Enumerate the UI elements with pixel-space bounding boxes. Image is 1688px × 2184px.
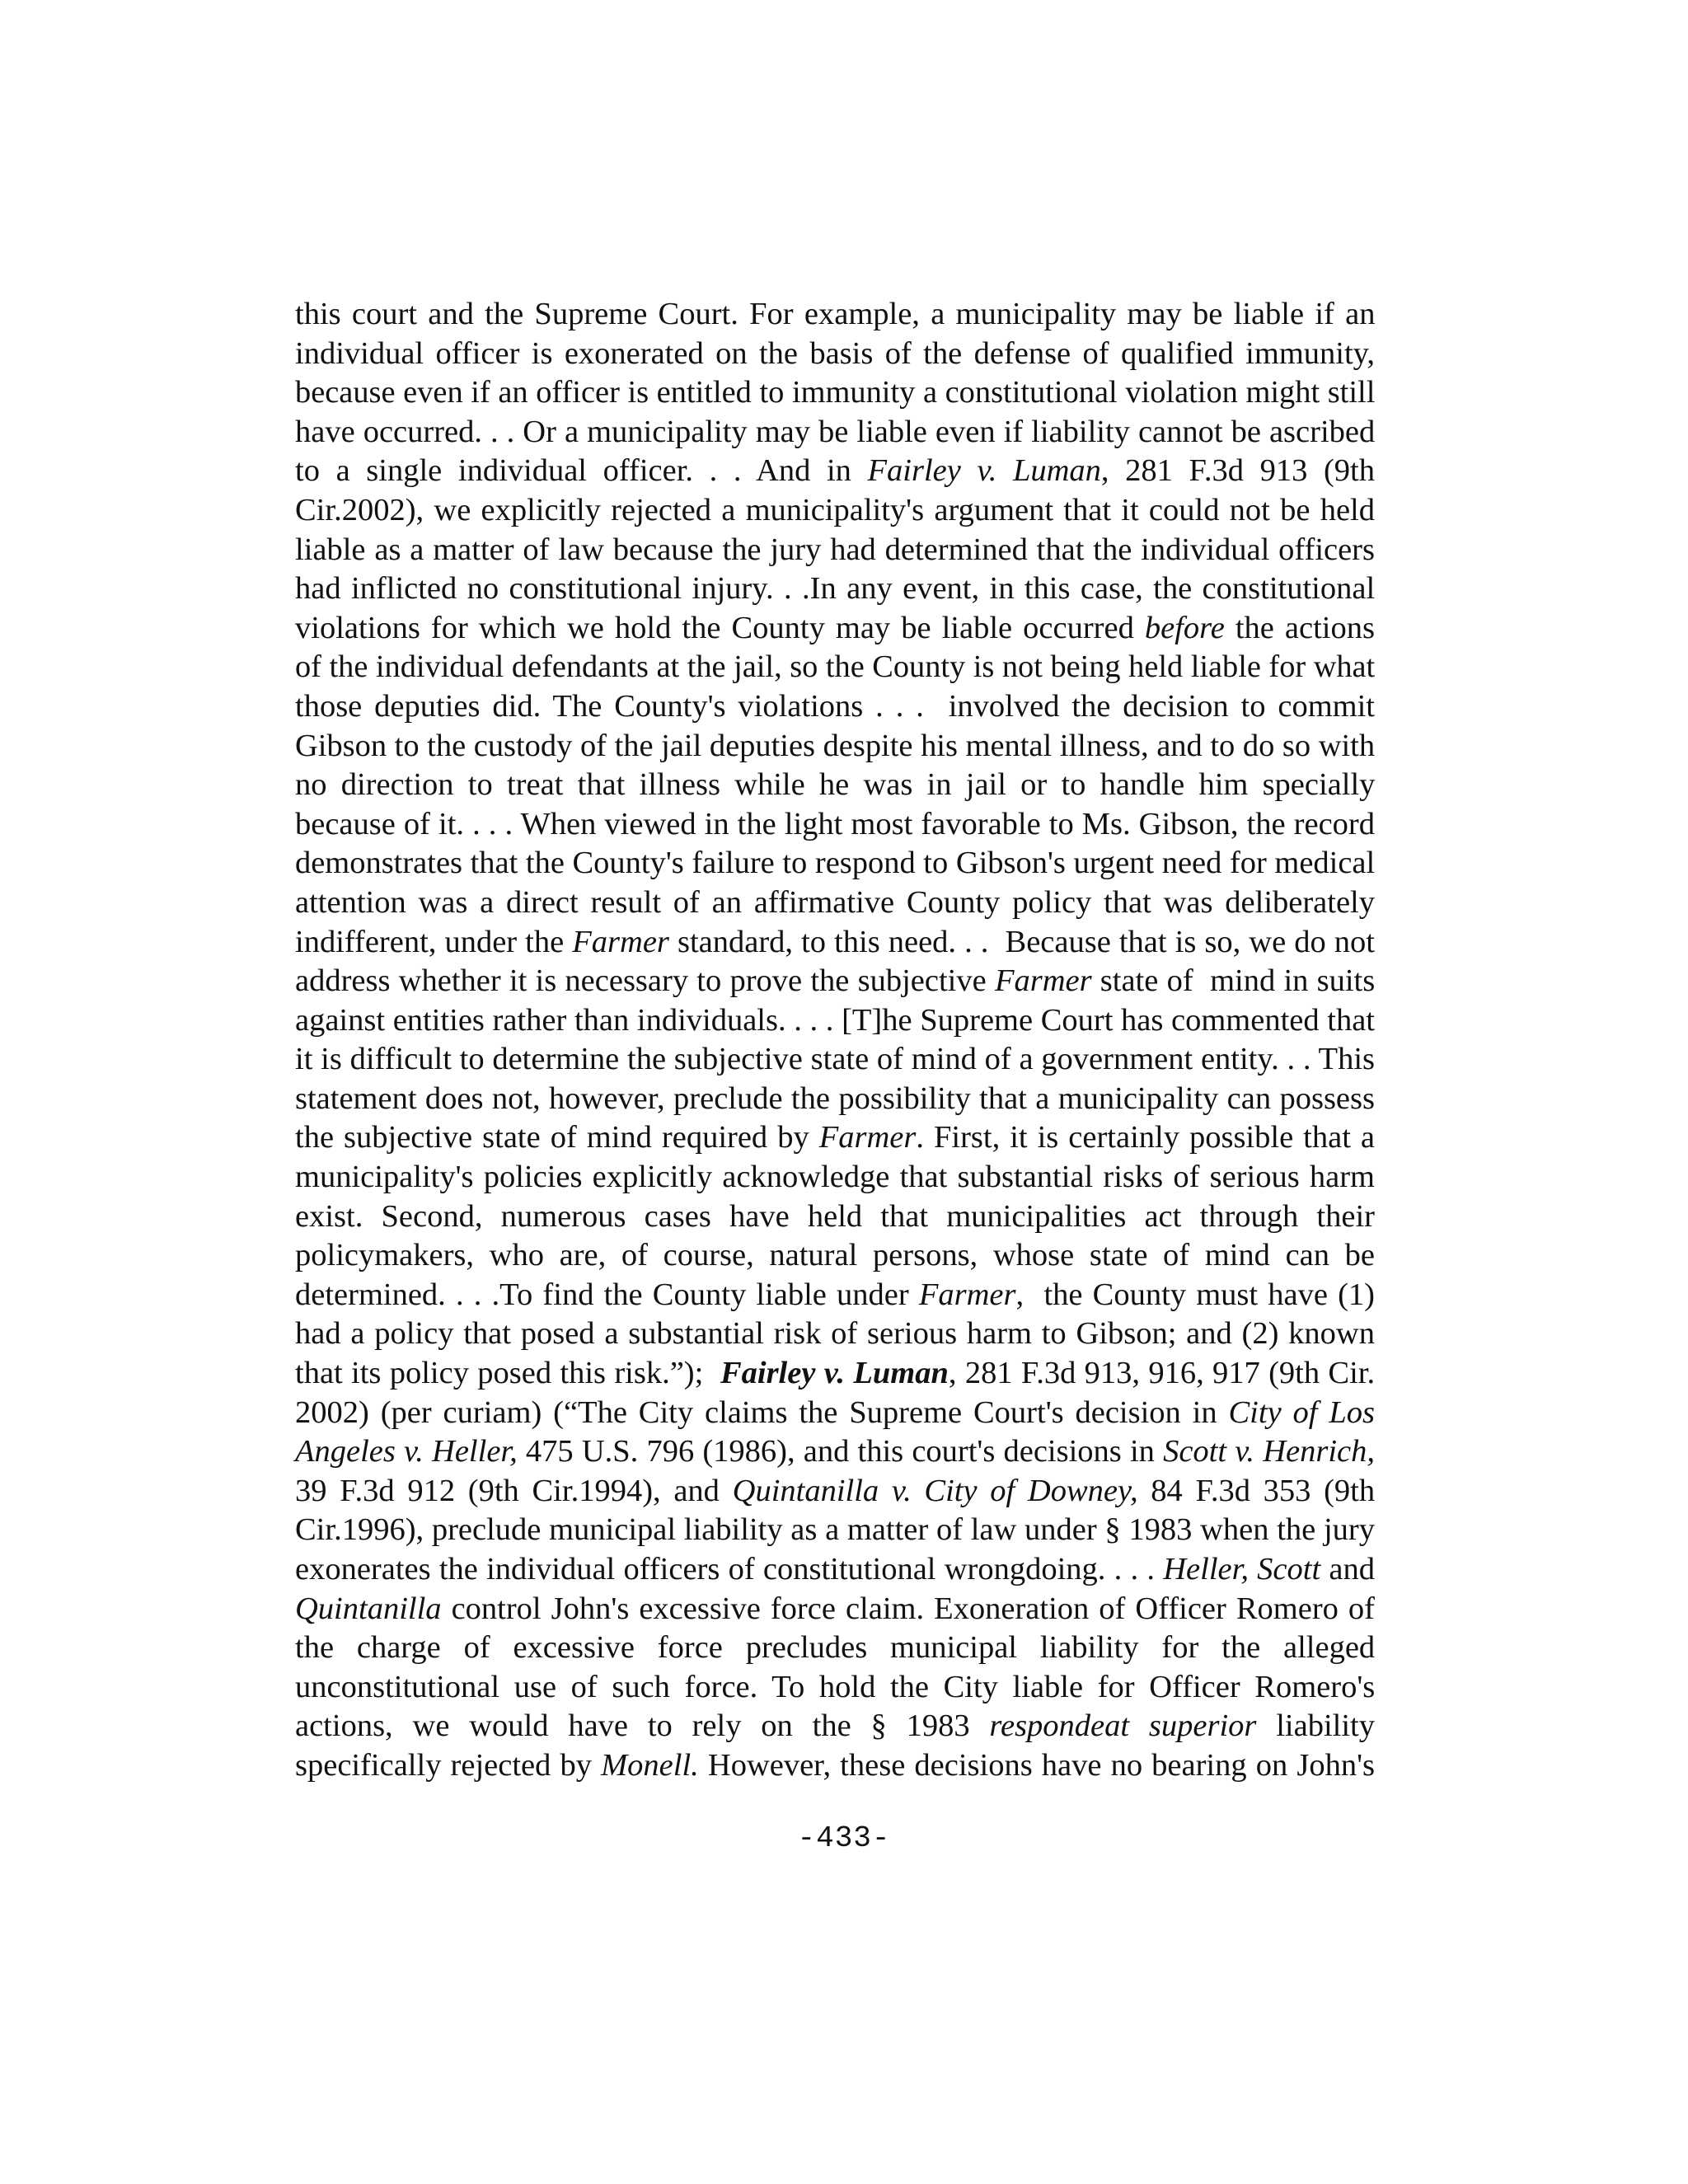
text-line <box>295 1472 1375 1511</box>
text-run: address whether it is necessary to prove the subjective <box>295 963 995 999</box>
text-run: liability <box>1256 1708 1376 1744</box>
text-run: control John's excessive force claim. Exoneration of Officer Romero of <box>441 1591 1376 1626</box>
text-line <box>295 1590 1375 1629</box>
text-line <box>295 1040 1375 1080</box>
page-number: -433- <box>797 1821 891 1855</box>
text-run: However, these decisions have no bearing on John's <box>698 1747 1375 1783</box>
text-run: those deputies did. The County's violations . . . involved the decision to commit <box>295 688 1375 724</box>
italic-citation: Scott v. Henrich, <box>1163 1434 1376 1469</box>
italic-citation: Fairley v. Luman <box>867 453 1101 489</box>
text-run: policymakers, who are, of course, natural persons, whose state of mind can be <box>295 1238 1375 1273</box>
text-run: the actions <box>1224 610 1375 645</box>
text-run: attention was a direct result of an affirmative County policy that was deliberately <box>295 884 1375 920</box>
text-run: Cir.1996), preclude municipal liability as a matter of law under § 1983 when the jury <box>295 1512 1375 1548</box>
italic-citation: before <box>1144 610 1225 645</box>
text-line <box>295 335 1375 374</box>
text-run: the charge of excessive force precludes municipal liability for the alleged <box>295 1630 1376 1666</box>
text-line <box>295 1080 1375 1119</box>
text-line <box>295 1354 1375 1394</box>
text-run: because of it. . . . When viewed in the light most favorable to Ms. Gibson, the record <box>295 806 1375 841</box>
text-line <box>295 1432 1375 1472</box>
text-run: individual officer is exonerated on the basis of the defense of qualified immunity, <box>295 335 1376 371</box>
text-line <box>295 962 1375 1001</box>
text-run: against entities rather than individuals. . . . [T]he Supreme Court has commented that <box>295 1002 1375 1038</box>
text-line <box>295 766 1375 805</box>
italic-citation: Quintanilla v. City of Downey, <box>732 1473 1138 1508</box>
text-line <box>295 1511 1375 1550</box>
text-line <box>295 805 1375 845</box>
italic-citation: Farmer <box>994 963 1092 999</box>
text-line <box>295 1550 1375 1590</box>
text-line <box>295 1746 1375 1786</box>
text-line <box>295 452 1375 491</box>
text-line <box>295 1315 1375 1354</box>
body-text <box>295 295 1375 1786</box>
italic-citation: respondeat superior <box>989 1708 1257 1744</box>
text-line <box>295 648 1376 687</box>
italic-citation: Farmer <box>572 924 669 959</box>
text-run: because even if an officer is entitled to immunity a constitutional violation might still <box>295 375 1376 410</box>
text-line <box>295 923 1375 963</box>
text-run: exist. Second, numerous cases have held that municipalities act through their <box>295 1198 1375 1234</box>
text-run: , the County must have (1) <box>1015 1277 1375 1312</box>
text-run: of the individual defendants at the jail, so the County is not being held liable for what <box>295 649 1376 685</box>
text-line <box>295 844 1374 883</box>
text-run: had inflicted no constitutional injury. . .In any event, in this case, the constitutional <box>295 571 1376 607</box>
italic-citation: Heller, Scott <box>1163 1552 1321 1586</box>
text-run: 475 U.S. 796 (1986), and this court's decisions in <box>517 1434 1164 1469</box>
text-run: 39 F.3d 912 (9th Cir.1994), and <box>295 1473 733 1508</box>
text-run: exonerates the individual officers of constitutional wrongdoing. . . . <box>295 1552 1164 1586</box>
text-line <box>295 569 1375 609</box>
italic-citation: Farmer <box>918 1277 1016 1312</box>
text-line <box>295 373 1376 413</box>
text-line <box>295 609 1375 649</box>
text-run: actions, we would have to rely on the § 1983 <box>295 1708 990 1744</box>
text-run: indifferent, under the <box>295 924 573 959</box>
text-run: had a policy that posed a substantial risk of serious harm to Gibson; and (2) known <box>295 1316 1375 1352</box>
text-line <box>295 687 1375 727</box>
italic-citation: Farmer <box>818 1120 917 1155</box>
text-run: it is difficult to determine the subjective state of mind of a government entity. . . This <box>295 1042 1376 1077</box>
italic-citation: Monell. <box>601 1747 699 1783</box>
text-line <box>295 1629 1375 1668</box>
text-run: municipality's policies explicitly acknowledge that substantial risks of serious harm <box>295 1160 1375 1195</box>
text-run: to a single individual officer. . . And in <box>295 453 868 489</box>
text-line <box>295 1158 1375 1197</box>
text-run: and <box>1320 1552 1375 1586</box>
italic-citation: Angeles v. Heller, <box>295 1434 518 1469</box>
text-line <box>295 883 1375 923</box>
text-run: Cir.2002), we explicitly rejected a municipality's argument that it could not be held <box>295 492 1375 527</box>
text-line <box>295 727 1376 766</box>
text-line <box>295 1197 1375 1237</box>
text-run: no direction to treat that illness while he was in jail or to handle him specially <box>295 767 1376 803</box>
text-line <box>295 1668 1375 1708</box>
text-run: 2002) (per curiam) (“The City claims the Supreme Court's decision in <box>295 1394 1229 1430</box>
text-run: , 281 F.3d 913, 916, 917 (9th Cir. <box>948 1356 1376 1391</box>
text-run: liable as a matter of law because the jury had determined that the individual officers <box>295 532 1375 567</box>
text-run: violations for which we hold the County may be liable occurred <box>295 610 1145 645</box>
text-run: . First, it is certainly possible that a <box>916 1120 1375 1155</box>
text-line <box>295 491 1375 531</box>
text-run: , 281 F.3d 913 (9th <box>1100 453 1376 489</box>
text-line <box>295 1276 1375 1315</box>
text-run: unconstitutional use of such force. To hold the City liable for Officer Romero's <box>295 1669 1376 1704</box>
text-run: Gibson to the custody of the jail deputies despite his mental illness, and to do so with <box>295 728 1376 763</box>
bold-case-name: Fairley v. Luman <box>720 1356 949 1391</box>
text-line <box>295 295 1375 335</box>
text-run: statement does not, however, preclude the possibility that a municipality can possess <box>295 1080 1375 1116</box>
text-run: demonstrates that the County's failure to respond to Gibson's urgent need for medical <box>295 846 1376 881</box>
italic-citation: City of Los <box>1228 1394 1376 1430</box>
text-line <box>295 1707 1375 1746</box>
text-line <box>295 1118 1375 1158</box>
italic-citation: Quintanilla <box>295 1591 442 1626</box>
text-run: state of mind in suits <box>1091 963 1376 999</box>
text-line <box>295 413 1375 452</box>
text-line <box>295 1394 1375 1433</box>
text-run: the subjective state of mind required by <box>295 1120 819 1155</box>
text-run: have occurred. . . Or a municipality may be liable even if liability cannot be ascribed <box>295 414 1376 449</box>
text-run: determined. . . .To find the County liable under <box>295 1277 919 1312</box>
text-run: that its policy posed this risk.”); <box>295 1356 720 1391</box>
text-line <box>295 1236 1375 1276</box>
text-run: specifically rejected by <box>295 1747 602 1783</box>
text-run: 84 F.3d 353 (9th <box>1137 1473 1376 1508</box>
text-line <box>295 1001 1375 1041</box>
text-run: this court and the Supreme Court. For example, a municipality may be liable if an <box>295 297 1376 331</box>
text-run: standard, to this need. . . Because that is so, we do not <box>668 924 1375 959</box>
text-line <box>295 531 1375 570</box>
